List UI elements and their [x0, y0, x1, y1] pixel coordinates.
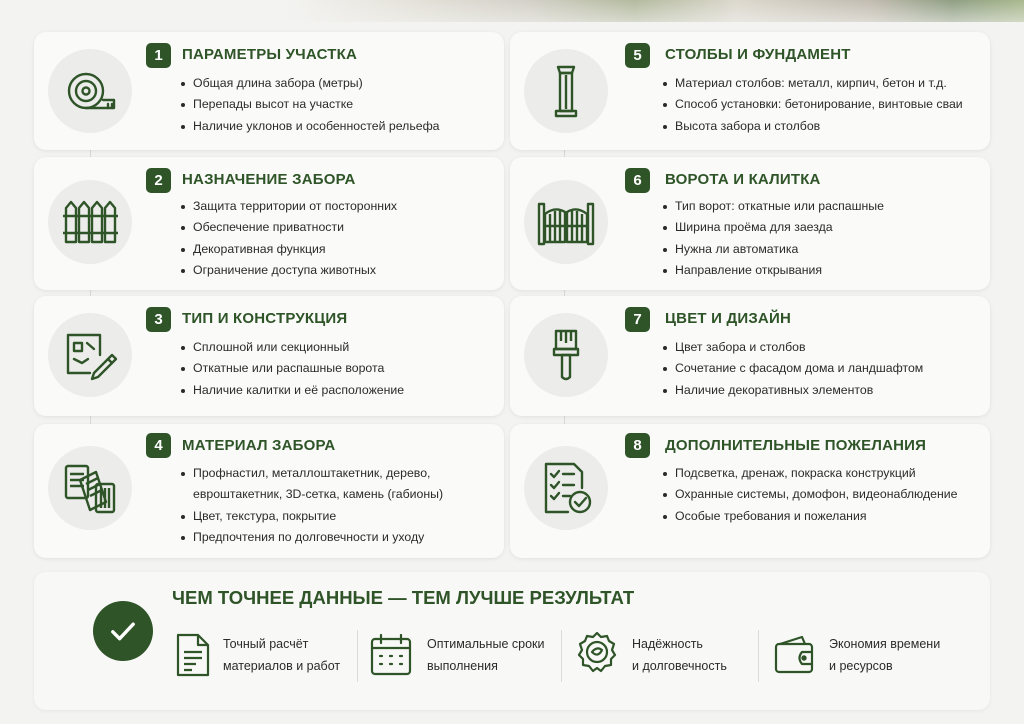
benefit-line: материалов и работ — [223, 659, 341, 673]
icon-circle — [48, 446, 132, 530]
list-item: Обеспечение приватности — [181, 217, 397, 238]
benefit-line: Оптимальные сроки — [427, 637, 545, 651]
list-item: Сочетание с фасадом дома и ландшафтом — [663, 358, 923, 379]
checklist-icon — [536, 458, 596, 518]
icon-circle — [524, 313, 608, 397]
section-items — [663, 337, 923, 401]
list-item: Наличие калитки и её расположение — [181, 380, 404, 401]
icon-circle — [48, 313, 132, 397]
section-title: ПАРАМЕТРЫ УЧАСТКА — [182, 46, 357, 63]
list-item: Цвет забора и столбов — [663, 337, 923, 358]
section-number: 8 — [625, 433, 650, 458]
gate-icon — [536, 192, 596, 252]
section-number: 4 — [146, 433, 171, 458]
tape-measure-icon — [60, 61, 120, 121]
benefit-line: Экономия времени — [829, 637, 941, 651]
icon-circle — [524, 180, 608, 264]
divider — [357, 630, 358, 682]
section-number: 6 — [625, 168, 650, 193]
section-items — [181, 337, 404, 401]
section-items — [181, 73, 440, 137]
section-number: 5 — [625, 43, 650, 68]
icon-circle — [48, 180, 132, 264]
list-item: Наличие декоративных элементов — [663, 380, 923, 401]
calendar-icon — [368, 632, 414, 678]
benefit-line: и ресурсов — [829, 659, 893, 673]
benefit-line: Точный расчёт — [223, 637, 309, 651]
list-item: Сплошной или секционный — [181, 337, 404, 358]
list-item: Подсветка, дренаж, покраска конструкций — [663, 463, 957, 484]
check-icon — [106, 614, 140, 648]
section-items — [663, 73, 963, 137]
list-item: Охранные системы, домофон, видеонаблюдение — [663, 484, 957, 505]
section-number: 1 — [146, 43, 171, 68]
section-title: ДОПОЛНИТЕЛЬНЫЕ ПОЖЕЛАНИЯ — [665, 437, 927, 454]
section-number: 3 — [146, 307, 171, 332]
section-items — [181, 463, 443, 548]
benefit-text — [427, 633, 544, 677]
list-item: Тип ворот: откатные или распашные — [663, 196, 884, 217]
list-item: Откатные или распашные ворота — [181, 358, 404, 379]
benefit-text — [632, 633, 727, 677]
section-title: НАЗНАЧЕНИЕ ЗАБОРА — [182, 171, 356, 188]
benefit-line: Надёжность — [632, 637, 703, 651]
divider — [561, 630, 562, 682]
list-item: Декоративная функция — [181, 239, 397, 260]
section-title: МАТЕРИАЛ ЗАБОРА — [182, 437, 336, 454]
list-item: Нужна ли автоматика — [663, 239, 884, 260]
list-item: Ограничение доступа животных — [181, 260, 397, 281]
wallet-icon — [772, 632, 818, 678]
section-number: 7 — [625, 307, 650, 332]
list-item: Цвет, текстура, покрытие — [181, 506, 443, 527]
post-icon — [536, 61, 596, 121]
section-number: 2 — [146, 168, 171, 193]
document-icon — [170, 632, 216, 678]
section-items — [663, 196, 884, 281]
paint-brush-icon — [536, 325, 596, 385]
list-item: Способ установки: бетонирование, винтовые сваи — [663, 94, 963, 115]
benefit-line: выполнения — [427, 659, 498, 673]
list-item: Наличие уклонов и особенностей рельефа — [181, 116, 440, 137]
summary-check-circle — [93, 601, 153, 661]
list-item: Предпочтения по долговечности и уходу — [181, 527, 443, 548]
blueprint-pencil-icon — [60, 325, 120, 385]
list-item: Общая длина забора (метры) — [181, 73, 440, 94]
list-item: Ширина проёма для заезда — [663, 217, 884, 238]
picket-fence-icon — [60, 192, 120, 252]
benefit-line: и долговечность — [632, 659, 727, 673]
material-samples-icon — [60, 458, 120, 518]
list-item: Материал столбов: металл, кирпич, бетон и т.д. — [663, 73, 963, 94]
list-item: Защита территории от посторонних — [181, 196, 397, 217]
section-items — [663, 463, 957, 527]
summary-title: ЧЕМ ТОЧНЕЕ ДАННЫЕ — ТЕМ ЛУЧШЕ РЕЗУЛЬТАТ — [172, 587, 635, 608]
icon-circle — [48, 49, 132, 133]
list-item: Особые требования и пожелания — [663, 506, 957, 527]
section-items — [181, 196, 397, 281]
section-title: ЦВЕТ И ДИЗАЙН — [665, 310, 791, 327]
benefit-text — [223, 633, 340, 677]
icon-circle — [524, 446, 608, 530]
quality-badge-icon — [574, 630, 620, 676]
list-item: Направление открывания — [663, 260, 884, 281]
icon-circle — [524, 49, 608, 133]
benefit-text — [829, 633, 940, 677]
list-item: Профнастил, металлоштакетник, дерево, — [181, 463, 443, 484]
list-item: Перепады высот на участке — [181, 94, 440, 115]
divider — [758, 630, 759, 682]
section-title: СТОЛБЫ И ФУНДАМЕНТ — [665, 46, 851, 63]
list-item: Высота забора и столбов — [663, 116, 963, 137]
section-title: ТИП И КОНСТРУКЦИЯ — [182, 310, 348, 327]
section-title: ВОРОТА И КАЛИТКА — [665, 171, 821, 188]
list-item: евроштакетник, 3D-сетка, камень (габионы) — [193, 487, 444, 502]
